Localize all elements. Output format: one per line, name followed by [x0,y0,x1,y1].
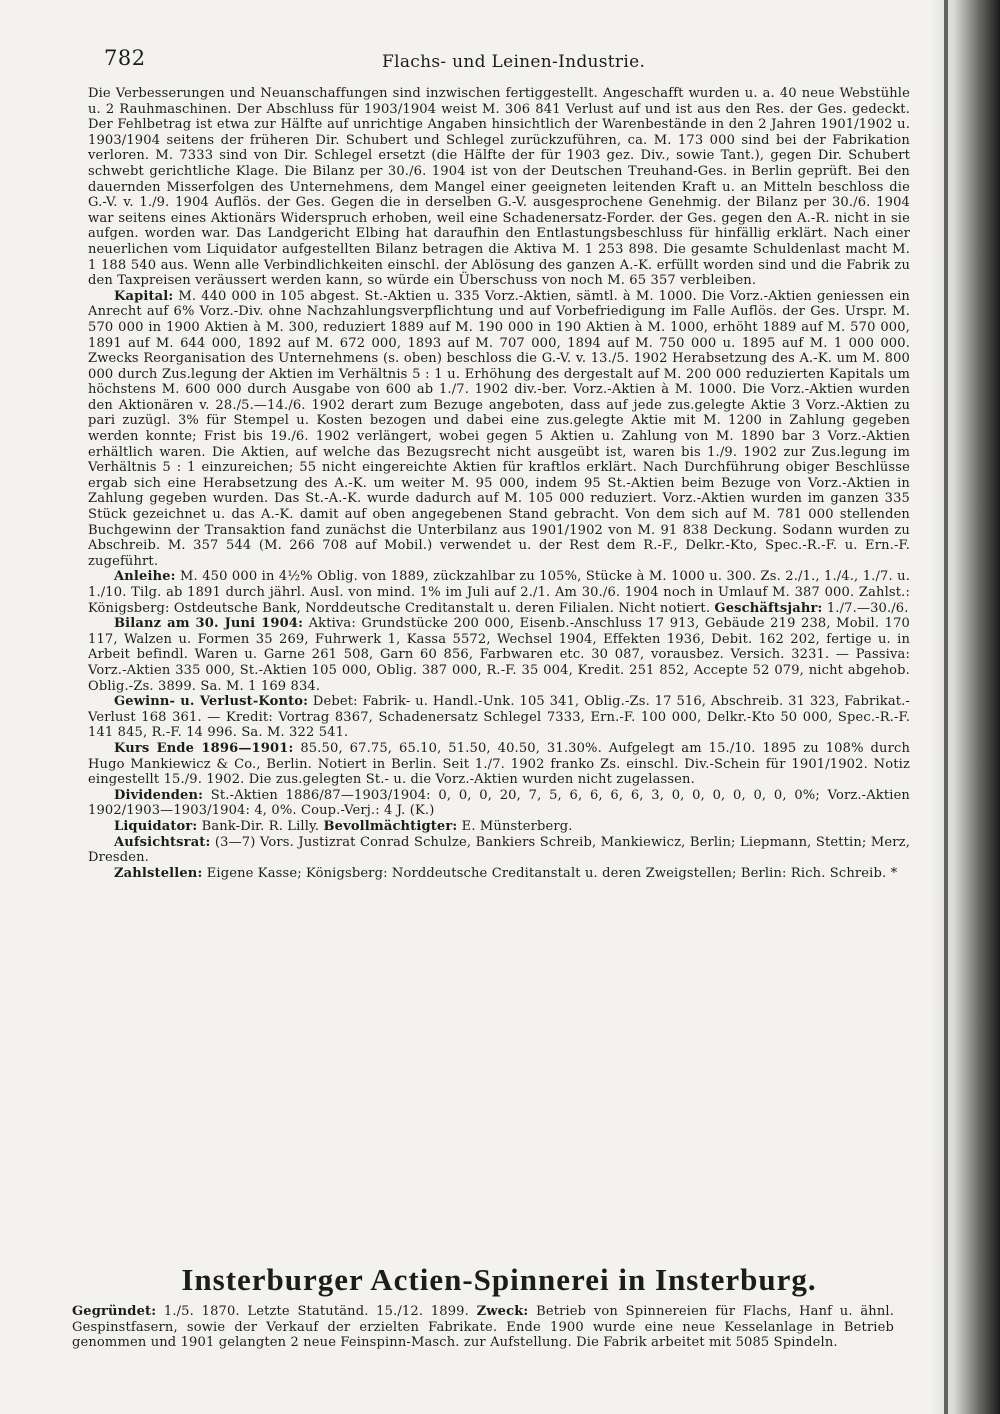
scan-edge-shadow [930,0,1000,1414]
section-text: St.-Aktien 1886/87—1903/1904: 0, 0, 0, 20, 7, 5, 6, 6, 6, 6, 3, 0, 0, 0, 0, 0, 0, 0%; Vorz.-Aktien 1902/1903—1903/1904: 4, 0%. Coup.-Verj.: 4 J. (K.) [88,787,910,819]
section-aufsichtsrat [88,835,910,866]
section-label: Gewinn- u. Verlust-Konto: [114,694,309,710]
main-text [88,86,910,881]
section-kapital [88,289,910,570]
section-label: Kurs Ende 1896—1901: [114,740,294,756]
section-label: Liquidator: [114,818,198,834]
page-header [0,38,930,78]
section-text: 85.50, 67.75, 65.10, 51.50, 40.50, 31.30%. Aufgelegt am 15./10. 1895 zu 108% durch Hugo Mankiewicz & Co., Berlin. Notiert in Berlin. Seit 1./7. 1902 franko Zs. einschl. Div.-Schein für 1901/1902. Notiz eingestellt 15./9. 1902. Die zus.gelegten St.- u. die Vorz.-Aktien wurden nicht zugelassen. [88,740,910,788]
section-text: M. 450 000 in 4½% Oblig. von 1889, zückzahlbar zu 105%, Stücke à M. 1000 u. 300. Zs. 2./1., 1./4., 1./7. u. 1./10. Tilg. ab 1891 durch jährl. Ausl. von mind. 1% im Juli auf 2./1. Am 30./6. 1904 noch in Umlauf M. 387 000. Zahlst.: Königsberg: Ostdeutsche Bank, Norddeutsche Creditanstalt u. deren Filialen. Nicht notiert. [88,569,910,616]
section-text: 1./7.—30./6. [822,600,909,616]
section-text: Betrieb von Spinnereien für Flachs, Hanf u. ähnl. Gespinstfasern, sowie der Verkauf der erzielten Fabrikate. Ende 1900 wurde eine neue Kesselanlage in Betrieb genommen und 1901 gelangten 2 neue Feinspinn-Masch. zur Aufstellung. Die Fabrik arbeitet mit 5085 Spindeln. [72,1304,894,1351]
section-text: Bank-Dir. R. Lilly. [197,818,324,834]
section-dividenden [88,788,910,819]
section-label: Kapital: [114,288,174,304]
company-section [72,1304,894,1351]
section-label: Bilanz am 30. Juni 1904: [114,616,304,632]
company-title: Insterburger Actien-Spinnerei in Insterburg. [181,1262,817,1297]
section-gewinn-verlust [88,694,910,741]
section-text: E. Münsterberg. [457,818,573,834]
section-liquidator [88,819,910,835]
section-text: Debet: Fabrik- u. Handl.-Unk. 105 341, Oblig.-Zs. 17 516, Abschreib. 31 323, Fabrikat.-Verlust 168 361. — Kredit: Vortrag 8367, Schadenersatz Schlegel 7333, Ern.-F. 100 000, Delkr.-Kto 50 000, Spec.-R.-F. 141 845, R.-F. 14 996. Sa. M. 322 541. [88,694,910,741]
section-text: (3—7) Vors. Justizrat Conrad Schulze, Bankiers Schreib, Mankiewicz, Berlin; Liepmann, Stettin; Merz, Dresden. [88,834,910,866]
section-label: Dividenden: [114,787,204,803]
section-bilanz [88,616,910,694]
running-title: Flachs- und Leinen-Industrie. [382,52,646,72]
section-label: Anleihe: [114,569,176,585]
section-zahlstellen [88,866,910,882]
page-number: 782 [104,46,146,70]
section-label: Gegründet: [72,1304,157,1319]
section-gegruendet [72,1304,894,1351]
section-text: 1./5. 1870. Letzte Statutänd. 15./12. 1899. [156,1304,477,1319]
section-label: Zweck: [476,1304,529,1319]
section-label: Zahlstellen: [114,865,203,881]
intro-paragraph: Die Verbesserungen und Neuanschaffungen sind inzwischen fertiggestellt. Angeschafft wurden u. a. 40 neue Webstühle u. 2 Rauhmaschinen. Der Abschluss für 1903/1904 weist M. 306 841 Verlust auf und ist aus den Res. der Ges. gedeckt. Der Fehlbetrag ist etwa zur Hälfte auf unrichtige Angaben hinsichtlich der Warenbestände in den 2 Jahren 1901/1902 u. 1903/1904 seitens der früheren Dir. Schubert und Schlegel zurückzuführen, ca. M. 173 000 sind bei der Fabrikation verloren. M. 7333 sind von Dir. Schlegel ersetzt (die Hälfte der für 1903 gez. Div., sowie Tant.), gegen Dir. Schubert schwebt gerichtliche Klage. Die Bilanz per 30./6. 1904 ist von der Deutschen Treuhand-Ges. in Berlin geprüft. Bei den dauernden Misserfolgen des Unternehmens, dem Mangel einer geeigneten leitenden Kraft u. an Mitteln beschloss die G.-V. v. 1./9. 1904 Auflös. der Ges. Gegen die in derselben G.-V. ausgesprochene Genehmig. der Bilanz per 30./6. 1904 war seitens eines Aktionärs Widerspruch erhoben, weil eine Schadenersatz-Forder. der Ges. gegen den A.-R. nicht in sie aufgen. worden war. Das Landgericht Elbing hat daraufhin den Entlastungsbeschluss für hinfällig erklärt. Nach einer neuerlichen vom Liquidator aufgestellten Bilanz betragen die Aktiva M. 1 253 898. Die gesamte Schuldenlast macht M. 1 188 540 aus. Wenn alle Verbindlichkeiten einschl. der Ablösung des ganzen A.-K. erfüllt worden sind und die Fabrik zu den Taxpreisen veräussert werden kann, so würde ein Überschuss von noch M. 65 357 verbleiben. [88,86,910,289]
section-text: M. 440 000 in 105 abgest. St.-Aktien u. 335 Vorz.-Aktien, sämtl. à M. 1000. Die Vorz.-Aktien geniessen ein Anrecht auf 6% Vorz.-Div. ohne Nachzahlungsverpflichtung und auf Vorbefriedigung im Falle Auflös. der Ges. Urspr. M. 570 000 in 1900 Aktien à M. 300, reduziert 1889 auf M. 190 000 in 190 Aktien à M. 1000, erhöht 1889 auf M. 570 000, 1891 auf M. 644 000, 1892 auf M. 672 000, 1893 auf M. 707 000, 1894 auf M. 750 000 u. 1895 auf M. 1 000 000. Zwecks Reorganisation des Unternehmens (s. oben) beschloss die G.-V. v. 13./5. 1902 Herabsetzung des A.-K. um M. 800 000 durch Zus.legung der Aktien im Verhältnis 5 : 1 u. Erhöhung des dergestalt auf M. 200 000 reduzierten Kapitals um höchstens M. 600 000 durch Ausgabe von 600 ab 1./7. 1902 div.-ber. Vorz.-Aktien à M. 1000. Die Vorz.-Aktien wurden den Aktionären v. 28./5.—14./6. 1902 derart zum Bezuge angeboten, dass auf jede zus.gelegte Aktie 3 Vorz.-Aktien zu pari zuzügl. 3% für Stempel u. Kosten bezogen und dabei eine zus.gelegte Aktie mit M. 1200 in Zahlung gegeben werden konnte; Frist bis 19./6. 1902 verlängert, wobei gegen 5 Aktien u. Zahlung von M. 1890 bar 3 Vorz.-Aktien erhältlich waren. Die Aktien, auf welche das Bezugsrecht nicht ausgeübt ist, waren bis 1./9. 1902 zur Zus.legung im Verhältnis 5 : 1 einzureichen; 55 nicht eingereichte Aktien für kraftlos erklärt. Nach Durchführung obiger Beschlüsse ergab sich eine Herabsetzung des A.-K. um weiter M. 95 000, indem 95 St.-Aktien beim Bezuge von Vorz.-Aktien in Zahlung gegeben wurden. Das St.-A.-K. wurde dadurch auf M. 105 000 reduziert. Vorz.-Aktien wurden im ganzen 335 Stück gezeichnet u. das A.-K. damit auf oben angegebenen Stand gebracht. Von dem sich auf M. 781 000 stellenden Buchgewinn der Transaktion fand zunächst die Unterbilanz aus 1901/1902 von M. 91 838 Deckung. Sodann wurden zu Abschreib. M. 357 544 (M. 266 708 auf Mobil.) verwendet u. der Rest dem R.-F., Delkr.-Kto, Spec.-R.-F. u. Ern.-F. zugeführt. [88,288,910,569]
section-anleihe [88,569,910,616]
section-label: Geschäftsjahr: [714,600,823,616]
section-text: Eigene Kasse; Königsberg: Norddeutsche Creditanstalt u. deren Zweigstellen; Berlin: Rich. Schreib. * [202,865,898,881]
section-text: Aktiva: Grundstücke 200 000, Eisenb.-Anschluss 17 913, Gebäude 219 238, Mobil. 170 117, Walzen u. Formen 35 269, Fuhrwerk 1, Kassa 5572, Wechsel 1904, Effekten 1936, Debit. 162 202, fertige u. in Arbeit befindl. Waren u. Garne 261 508, Garn 60 856, Farbwaren etc. 30 087, vorausbez. Versich. 3231. — Passiva: Vorz.-Aktien 335 000, St.-Aktien 105 000, Oblig. 387 000, R.-F. 35 004, Kredit. 251 852, Accepte 52 079, nicht abgehob. Oblig.-Zs. 3899. Sa. M. 1 169 834. [88,616,910,694]
section-label: Aufsichtsrat: [114,834,211,850]
section-kurs [88,741,910,788]
book-gutter [944,0,948,1414]
section-label: Bevollmächtigter: [323,818,458,834]
